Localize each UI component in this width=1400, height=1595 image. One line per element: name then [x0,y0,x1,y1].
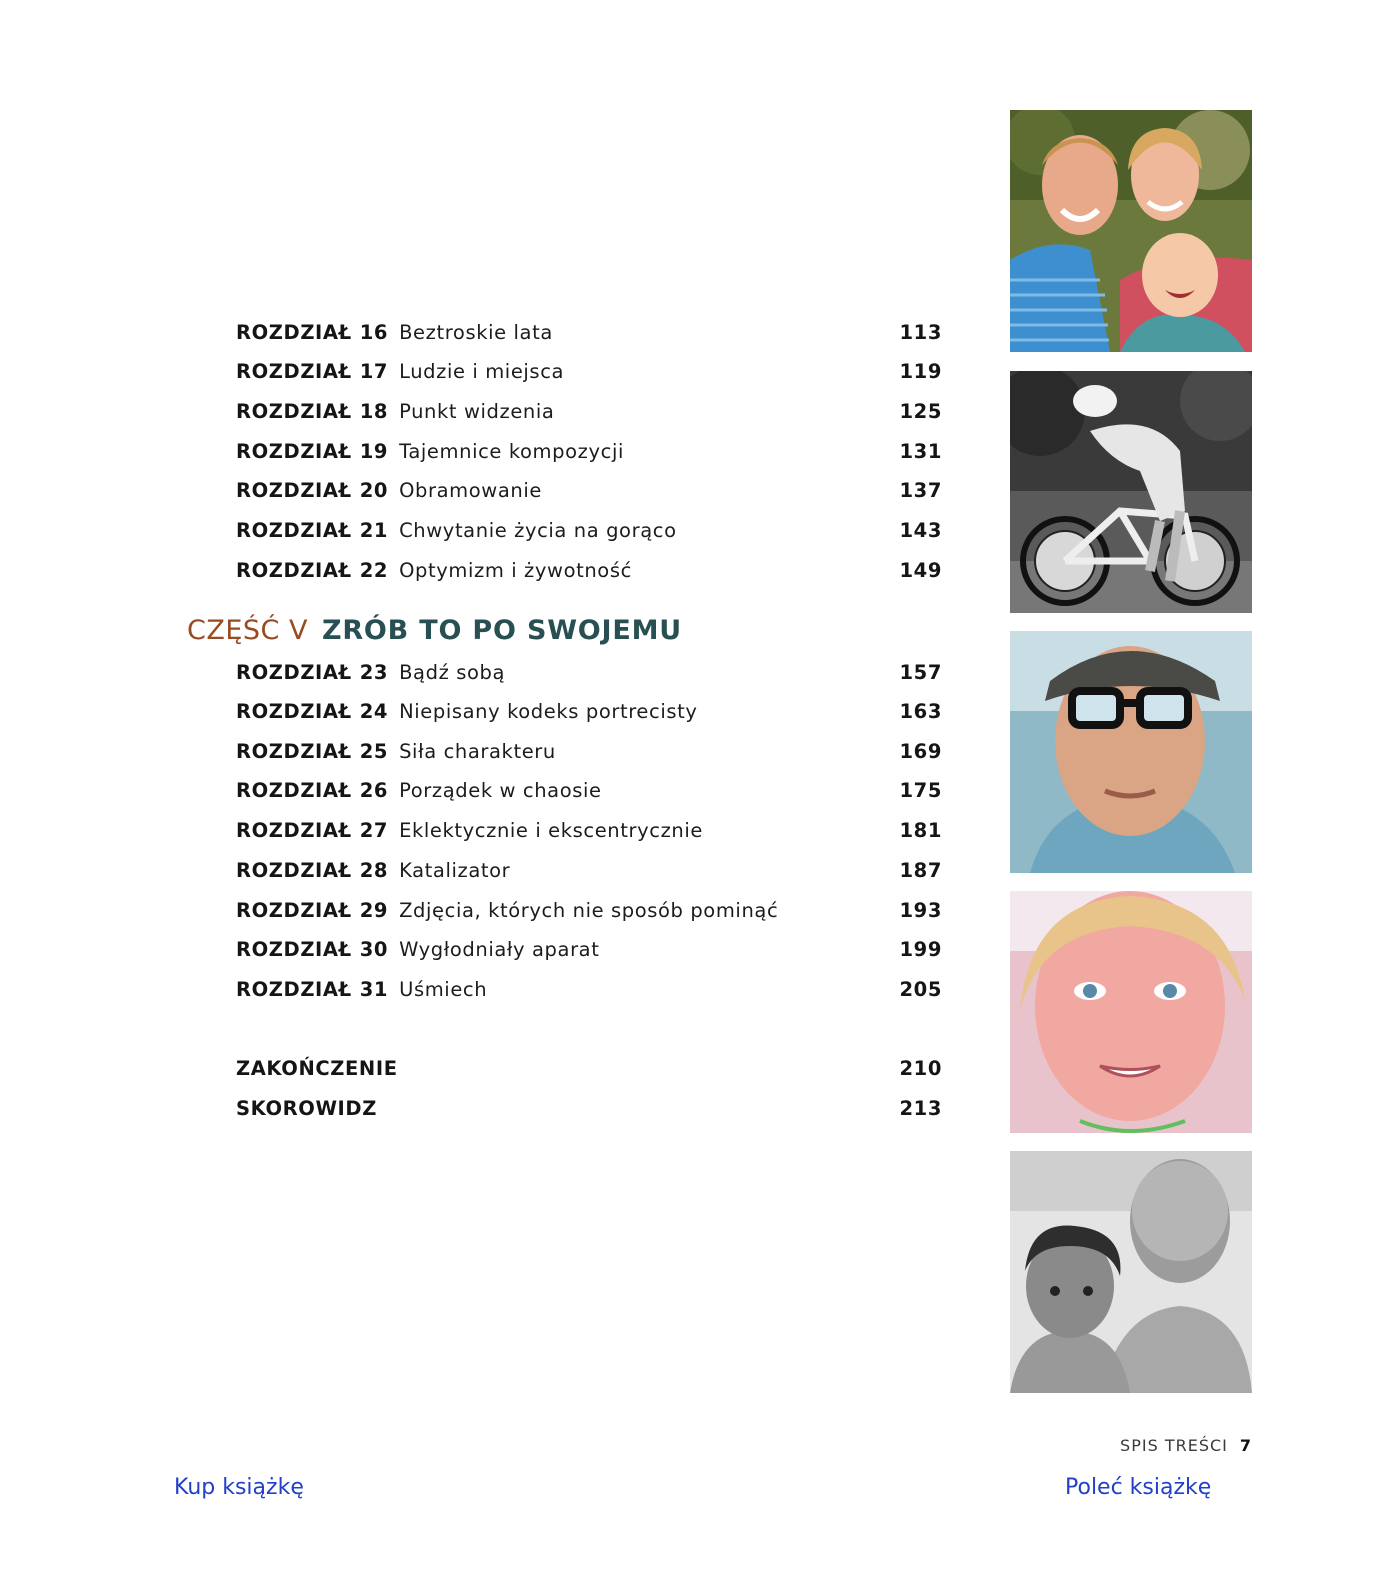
chapter-title: Niepisany kodeks portrecisty [399,699,698,723]
chapter-label: ROZDZIAŁ [236,937,352,961]
toc-chapter-row [236,855,942,885]
chapter-number: 20 [359,478,389,502]
chapter-page: 187 [899,858,942,882]
toc-chapter-row [236,775,942,805]
chapter-number: 19 [359,439,389,463]
chapter-label: ROZDZIAŁ [236,660,352,684]
chapter-number: 30 [359,937,389,961]
chapter-number: 29 [359,898,389,922]
chapter-page: 169 [899,739,942,763]
chapter-page: 113 [899,320,942,344]
family-photo [1010,110,1252,352]
footer-page-number: 7 [1239,1436,1252,1455]
toc-chapter-row [236,436,942,466]
chapter-label: ROZDZIAŁ [236,359,352,383]
chapter-number: 17 [359,359,389,383]
chapter-number: 24 [359,699,389,723]
chapter-title: Wygłodniały aparat [399,937,600,961]
girl-photo [1010,891,1252,1133]
end-section-page: 213 [899,1096,942,1120]
chapter-page: 157 [899,660,942,684]
chapter-label: ROZDZIAŁ [236,558,352,582]
footer-section-name: SPIS TREŚCI [1120,1436,1228,1455]
chapter-page: 205 [899,977,942,1001]
chapter-page: 119 [899,359,942,383]
toc-chapter-row [236,736,942,766]
cyclist-photo [1010,371,1252,613]
chapter-title: Zdjęcia, których nie sposób pominąć [399,898,779,922]
chapter-number: 26 [359,778,389,802]
chapter-page: 125 [899,399,942,423]
chapter-page: 131 [899,439,942,463]
chapter-title: Beztroskie lata [399,320,553,344]
chapter-number: 28 [359,858,389,882]
chapter-number: 21 [359,518,389,542]
chapter-page: 137 [899,478,942,502]
chapter-title: Porządek w chaosie [399,778,602,802]
chapter-title: Obramowanie [399,478,542,502]
chapter-title: Uśmiech [399,977,488,1001]
chapter-title: Punkt widzenia [399,399,555,423]
man-glasses-photo [1010,631,1252,873]
chapter-number: 31 [359,977,389,1001]
chapter-label: ROZDZIAŁ [236,898,352,922]
chapter-label: ROZDZIAŁ [236,320,352,344]
recommend-book-link[interactable]: Poleć książkę [1065,1475,1212,1500]
part-label: CZĘŚĆ V [187,614,308,646]
part-heading [187,610,682,650]
toc-chapter-row [236,396,942,426]
father-son-photo [1010,1151,1252,1393]
chapter-label: ROZDZIAŁ [236,977,352,1001]
chapter-label: ROZDZIAŁ [236,699,352,723]
end-section-title: SKOROWIDZ [236,1096,377,1120]
chapter-label: ROZDZIAŁ [236,518,352,542]
chapter-title: Ludzie i miejsca [399,359,565,383]
chapter-page: 163 [899,699,942,723]
toc-chapter-row [236,696,942,726]
chapter-title: Siła charakteru [399,739,556,763]
chapter-number: 23 [359,660,389,684]
chapter-label: ROZDZIAŁ [236,478,352,502]
chapter-page: 181 [899,818,942,842]
end-section-page: 210 [899,1056,942,1080]
chapter-page: 149 [899,558,942,582]
toc-chapter-row [236,974,942,1004]
part-title: ZRÓB TO PO SWOJEMU [321,614,683,646]
toc-end-row [236,1053,942,1083]
chapter-title: Chwytanie życia na gorąco [399,518,677,542]
chapter-number: 25 [359,739,389,763]
chapter-title: Bądź sobą [399,660,506,684]
chapter-label: ROZDZIAŁ [236,858,352,882]
chapter-number: 22 [359,558,389,582]
toc-chapter-row [236,657,942,687]
toc-chapter-row [236,475,942,505]
chapter-title: Eklektycznie i ekscentrycznie [399,818,703,842]
page-footer [1120,1436,1252,1455]
chapter-title: Katalizator [399,858,511,882]
chapter-number: 18 [359,399,389,423]
buy-book-link[interactable]: Kup książkę [174,1475,304,1500]
chapter-label: ROZDZIAŁ [236,439,352,463]
toc-end-row [236,1093,942,1123]
chapter-label: ROZDZIAŁ [236,778,352,802]
toc-chapter-row [236,515,942,545]
end-section-title: ZAKOŃCZENIE [236,1056,398,1080]
chapter-label: ROZDZIAŁ [236,399,352,423]
chapter-label: ROZDZIAŁ [236,818,352,842]
toc-chapter-row [236,815,942,845]
chapter-page: 175 [899,778,942,802]
toc-chapter-row [236,356,942,386]
chapter-label: ROZDZIAŁ [236,739,352,763]
toc-chapter-row [236,934,942,964]
chapter-page: 199 [899,937,942,961]
toc-chapter-row [236,317,942,347]
toc-chapter-row [236,555,942,585]
toc-chapter-row [236,895,942,925]
chapter-title: Optymizm i żywotność [399,558,632,582]
chapter-title: Tajemnice kompozycji [399,439,624,463]
chapter-number: 27 [359,818,389,842]
chapter-number: 16 [359,320,389,344]
chapter-page: 143 [899,518,942,542]
chapter-page: 193 [899,898,942,922]
